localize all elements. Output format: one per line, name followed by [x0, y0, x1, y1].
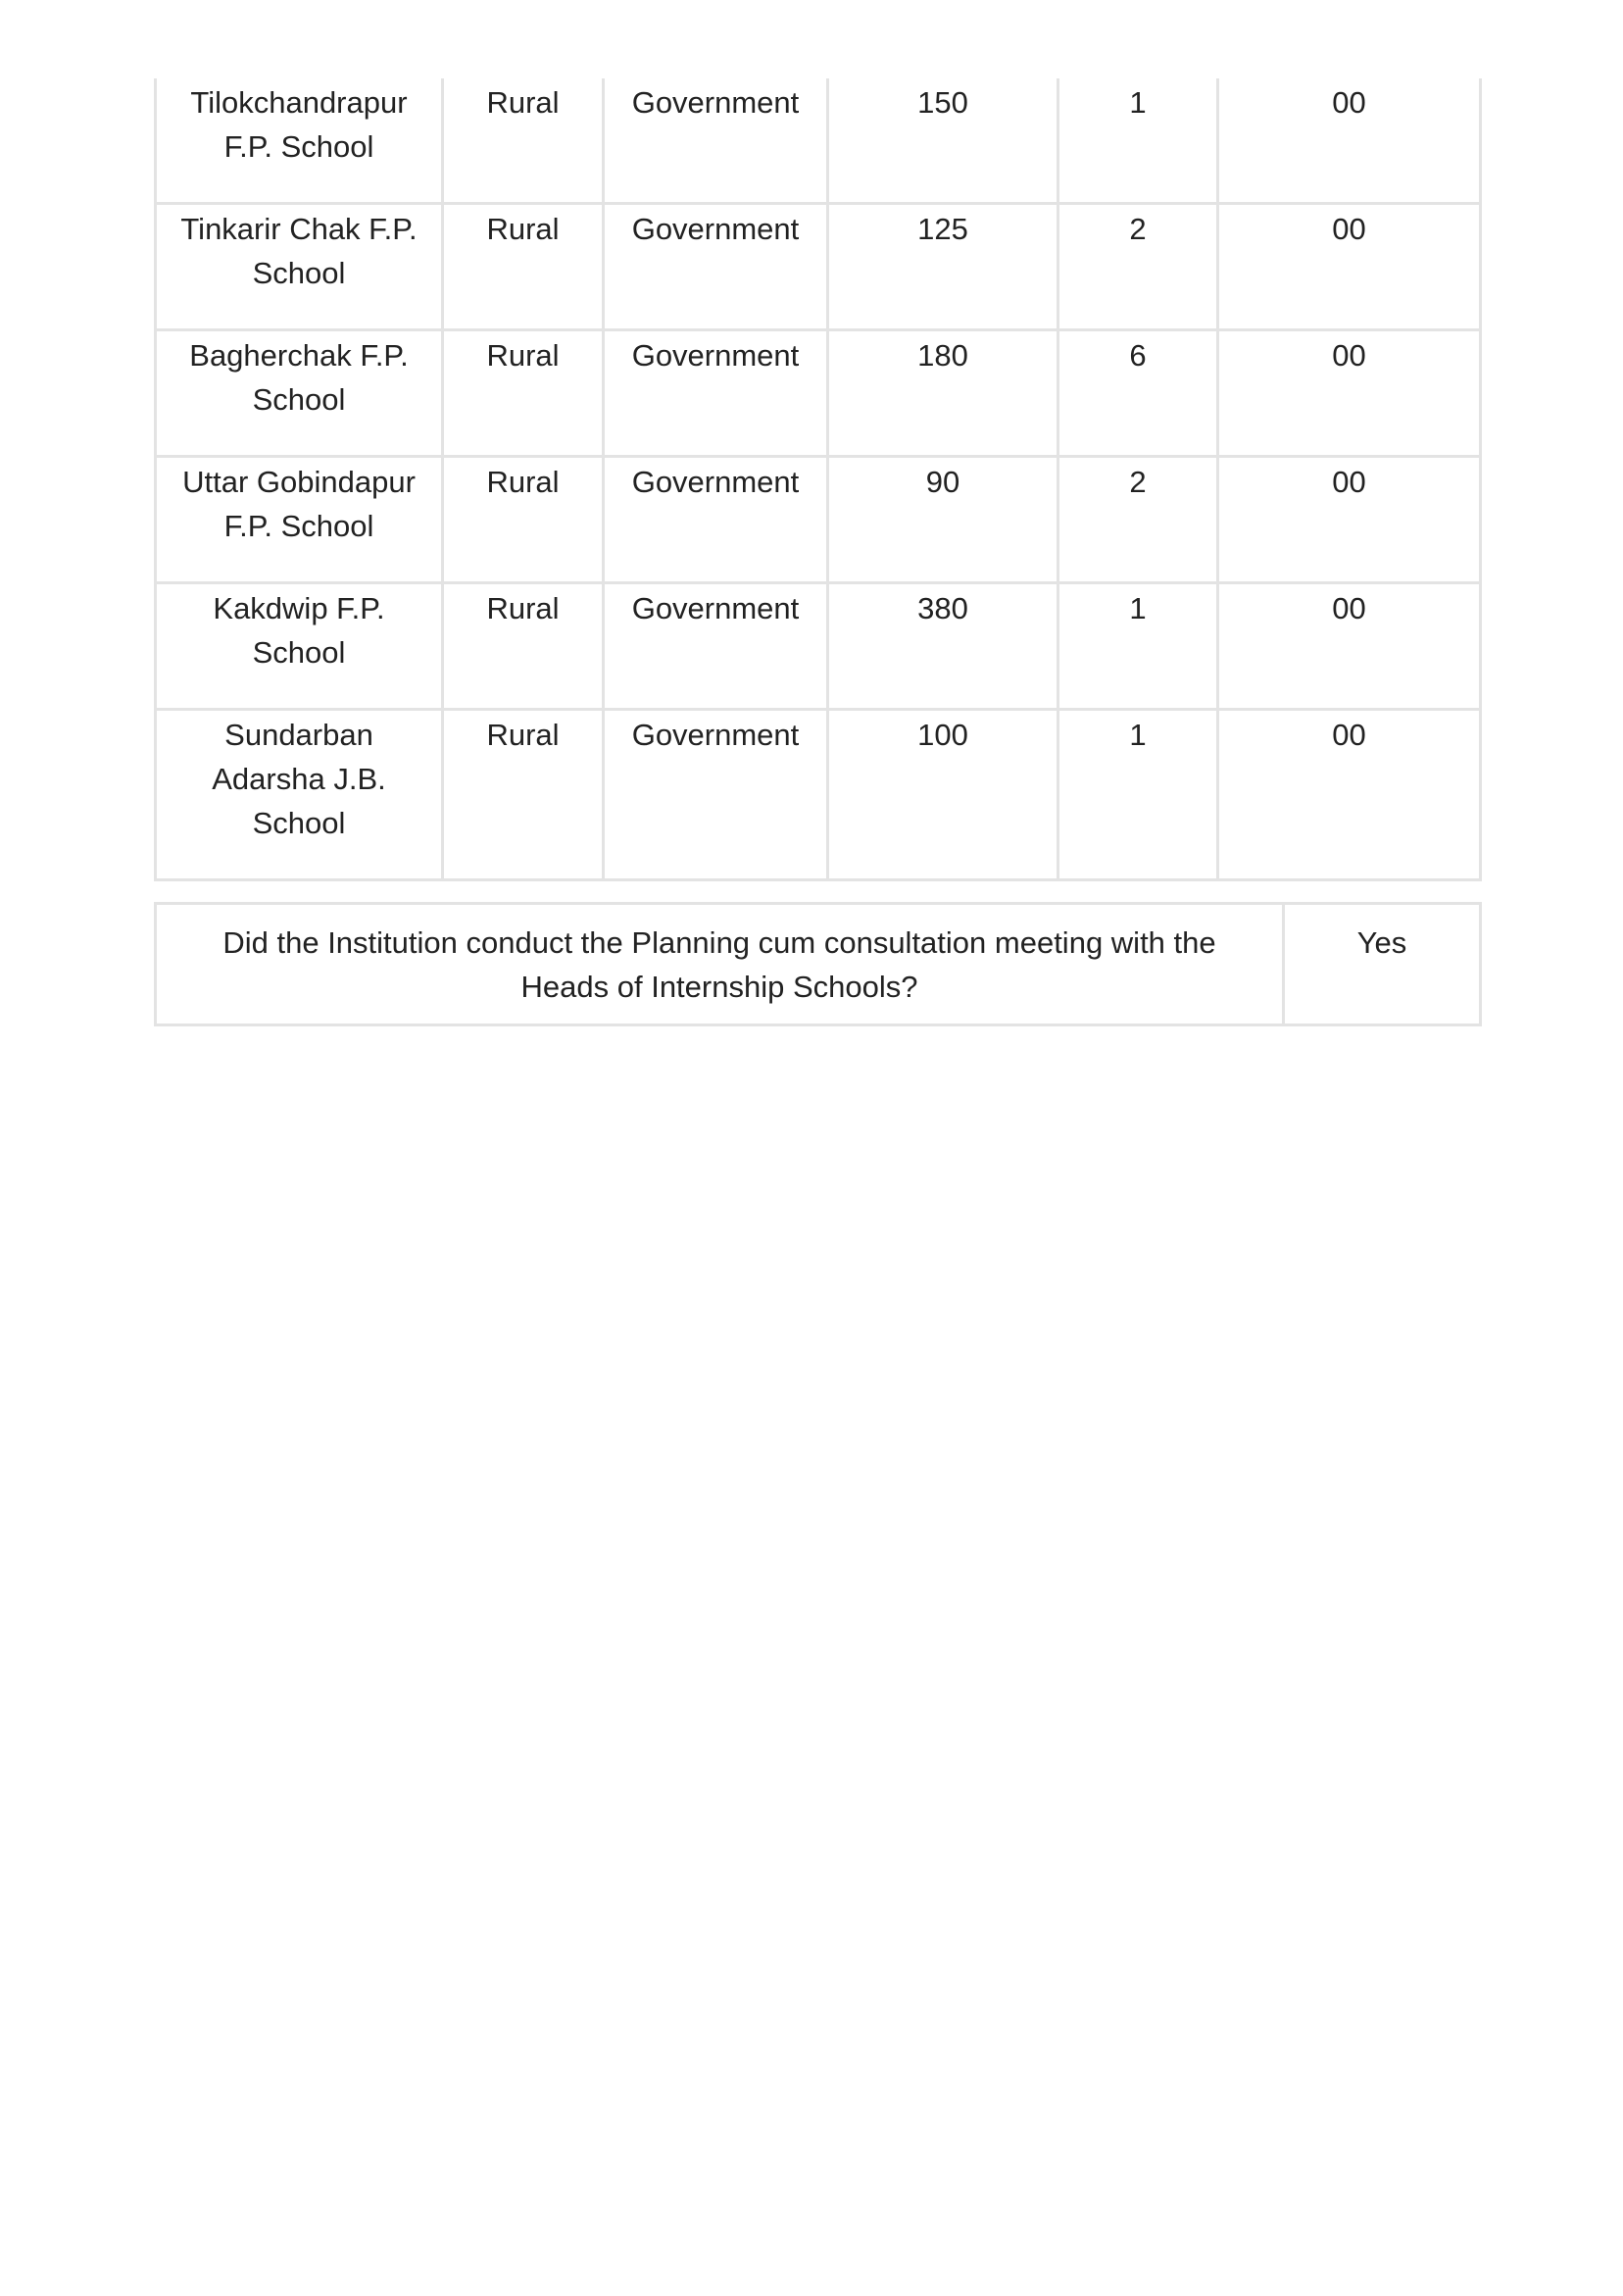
value-cell: 00 [1218, 583, 1481, 710]
school-name-cell: Tinkarir Chak F.P. School [156, 204, 443, 330]
table-row [156, 710, 1481, 880]
count-cell: 1 [1058, 583, 1218, 710]
table-row [156, 78, 1481, 204]
table-row [156, 904, 1481, 1025]
student-count-cell: 90 [828, 457, 1058, 583]
meeting-question-cell: Did the Institution conduct the Planning cum consultation meeting with the Heads of Internship Schools? [156, 904, 1284, 1025]
area-cell: Rural [443, 204, 604, 330]
internship-schools-table [154, 78, 1482, 881]
count-cell: 2 [1058, 204, 1218, 330]
area-cell: Rural [443, 330, 604, 457]
value-cell: 00 [1218, 330, 1481, 457]
count-cell: 1 [1058, 78, 1218, 204]
management-type-cell: Government [604, 457, 828, 583]
planning-meeting-table [154, 902, 1482, 1026]
school-name-cell: Kakdwip F.P. School [156, 583, 443, 710]
area-cell: Rural [443, 710, 604, 880]
count-cell: 6 [1058, 330, 1218, 457]
student-count-cell: 100 [828, 710, 1058, 880]
management-type-cell: Government [604, 583, 828, 710]
management-type-cell: Government [604, 710, 828, 880]
management-type-cell: Government [604, 204, 828, 330]
student-count-cell: 125 [828, 204, 1058, 330]
meeting-answer-cell: Yes [1284, 904, 1481, 1025]
table-row [156, 204, 1481, 330]
value-cell: 00 [1218, 204, 1481, 330]
table-row [156, 457, 1481, 583]
student-count-cell: 380 [828, 583, 1058, 710]
table-row [156, 583, 1481, 710]
management-type-cell: Government [604, 330, 828, 457]
school-name-cell: Sundarban Adarsha J.B. School [156, 710, 443, 880]
management-type-cell: Government [604, 78, 828, 204]
value-cell: 00 [1218, 710, 1481, 880]
area-cell: Rural [443, 457, 604, 583]
student-count-cell: 150 [828, 78, 1058, 204]
student-count-cell: 180 [828, 330, 1058, 457]
area-cell: Rural [443, 583, 604, 710]
value-cell: 00 [1218, 457, 1481, 583]
area-cell: Rural [443, 78, 604, 204]
count-cell: 1 [1058, 710, 1218, 880]
school-name-cell: Uttar Gobindapur F.P. School [156, 457, 443, 583]
table-row [156, 330, 1481, 457]
count-cell: 2 [1058, 457, 1218, 583]
school-name-cell: Tilokchandrapur F.P. School [156, 78, 443, 204]
school-name-cell: Bagherchak F.P. School [156, 330, 443, 457]
value-cell: 00 [1218, 78, 1481, 204]
